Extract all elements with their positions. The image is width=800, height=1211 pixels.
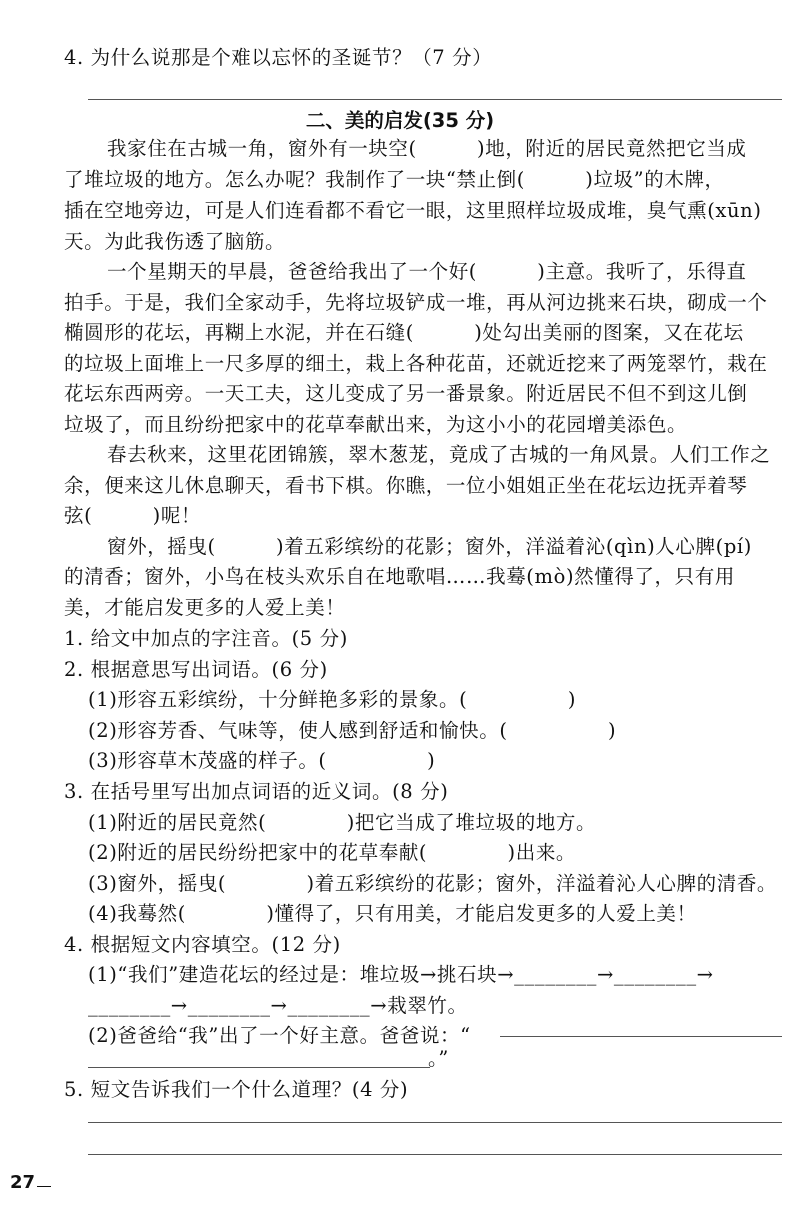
question-3-item: (4)我蓦然( )懂得了，只有用美，才能启发更多的人爱上美！ [88, 902, 697, 925]
passage-line: 余，便来这儿休息聊天，看书下棋。你瞧，一位小姐姐正坐在花坛边抚弄着琴 [64, 474, 748, 497]
passage-line: 春去秋来，这里花团锦簇，翠木葱茏，竟成了古城的一角风景。人们工作之 [107, 443, 771, 466]
passage-line: 花坛东西两旁。一天工夫，这儿变成了另一番景象。附近居民不但不到这儿倒 [64, 382, 748, 405]
passage-line: 我家住在古城一角，窗外有一块空( )地，附近的居民竟然把它当成 [107, 137, 747, 160]
question-4-item: ________→________→________→栽翠竹。 [88, 994, 468, 1017]
question-4: 4. 根据短文内容填空。(12 分) [64, 933, 341, 956]
answer-line[interactable] [88, 1067, 430, 1068]
prev-question-4: 4. 为什么说那是个难以忘怀的圣诞节？（7 分） [64, 46, 493, 69]
answer-line[interactable] [88, 1154, 782, 1155]
question-4-item: 。” [428, 1047, 449, 1070]
question-4-item: (1)“我们”建造花坛的经过是：堆垃圾→挑石块→________→________→ [88, 963, 714, 986]
passage-line: 美，才能启发更多的人爱上美！ [64, 596, 346, 619]
section-title: 二、美的启发(35 分) [305, 109, 495, 132]
passage-line: 的垃圾上面堆上一尺多厚的细土，栽上各种花苗，还就近挖来了两笼翠竹，栽在 [64, 352, 768, 375]
question-3-item: (3)窗外，摇曳( )着五彩缤纷的花影；窗外，洋溢着沁人心脾的清香。 [88, 872, 778, 895]
question-2-item: (2)形容芳香、气味等，使人感到舒适和愉快。( ) [88, 719, 617, 742]
question-3-item: (1)附近的居民竟然( )把它当成了堆垃圾的地方。 [88, 811, 597, 834]
answer-line[interactable] [88, 1122, 782, 1123]
question-2-item: (3)形容草木茂盛的样子。( ) [88, 749, 436, 772]
passage-line: 了堆垃圾的地方。怎么办呢？我制作了一块“禁止倒( )垃圾”的木牌， [64, 168, 725, 191]
page-number: 27 [10, 1172, 36, 1193]
passage-line: 插在空地旁边，可是人们连看都不看它一眼，这里照样垃圾成堆，臭气熏(xūn) [64, 199, 762, 222]
question-3: 3. 在括号里写出加点词语的近义词。(8 分) [64, 780, 449, 803]
answer-line [88, 99, 782, 100]
question-1: 1. 给文中加点的字注音。(5 分) [64, 627, 348, 650]
question-2: 2. 根据意思写出词语。(6 分) [64, 658, 328, 681]
page-number-dash [37, 1186, 51, 1187]
passage-line: 的清香；窗外，小鸟在枝头欢乐自在地歌唱……我蓦(mò)然懂得了，只有用 [64, 565, 735, 588]
question-4-item: (2)爸爸给“我”出了一个好主意。爸爸说：“ [88, 1024, 471, 1047]
passage-line: 一个星期天的早晨，爸爸给我出了一个好( )主意。我听了，乐得直 [107, 260, 747, 283]
passage-line: 垃圾了，而且纷纷把家中的花草奉献出来，为这小小的花园增美添色。 [64, 413, 688, 436]
answer-line[interactable] [500, 1036, 782, 1037]
passage-line: 拍手。于是，我们全家动手，先将垃圾铲成一堆，再从河边挑来石块，砌成一个 [64, 291, 768, 314]
question-3-item: (2)附近的居民纷纷把家中的花草奉献( )出来。 [88, 841, 577, 864]
passage-line: 弦( )呢！ [64, 504, 202, 527]
question-2-item: (1)形容五彩缤纷，十分鲜艳多彩的景象。( ) [88, 688, 577, 711]
question-5: 5. 短文告诉我们一个什么道理？(4 分) [64, 1078, 409, 1101]
passage-line: 窗外，摇曳( )着五彩缤纷的花影；窗外，洋溢着沁(qìn)人心脾(pí) [107, 535, 752, 558]
passage-line: 椭圆形的花坛，再糊上水泥，并在石缝( )处勾出美丽的图案，又在花坛 [64, 321, 744, 344]
passage-line: 天。为此我伤透了脑筋。 [64, 230, 286, 253]
